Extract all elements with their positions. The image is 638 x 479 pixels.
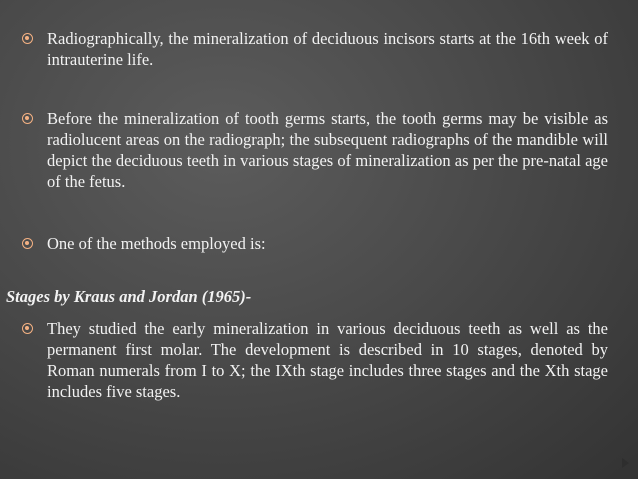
triangle-right-icon[interactable]	[622, 458, 629, 468]
circled-dot-icon	[22, 33, 33, 44]
bullet-item	[22, 233, 608, 254]
circled-dot-icon	[22, 323, 33, 334]
bullet-item	[22, 28, 608, 70]
bullet-text: They studied the early mineralization in various deciduous teeth as well as the permanent first molar. The development is described in 10 stages, denoted by Roman numerals from I to X; the IXth stage includes three stages and the Xth stage includes five stages.	[47, 319, 608, 401]
section-heading: Stages by Kraus and Jordan (1965)-	[6, 287, 252, 306]
bullet-item	[22, 108, 608, 192]
circled-dot-icon	[22, 113, 33, 124]
bullet-item	[22, 318, 608, 402]
bullet-text: One of the methods employed is:	[47, 234, 266, 253]
bullet-text: Radiographically, the mineralization of deciduous incisors starts at the 16th week of intrauterine life.	[47, 29, 608, 69]
circled-dot-icon	[22, 238, 33, 249]
bullet-text: Before the mineralization of tooth germs starts, the tooth germs may be visible as radiolucent areas on the radiograph; the subsequent radiographs of the mandible will depict the deciduous teeth in various stages of mineralization as per the pre-natal age of the fetus.	[47, 109, 608, 191]
